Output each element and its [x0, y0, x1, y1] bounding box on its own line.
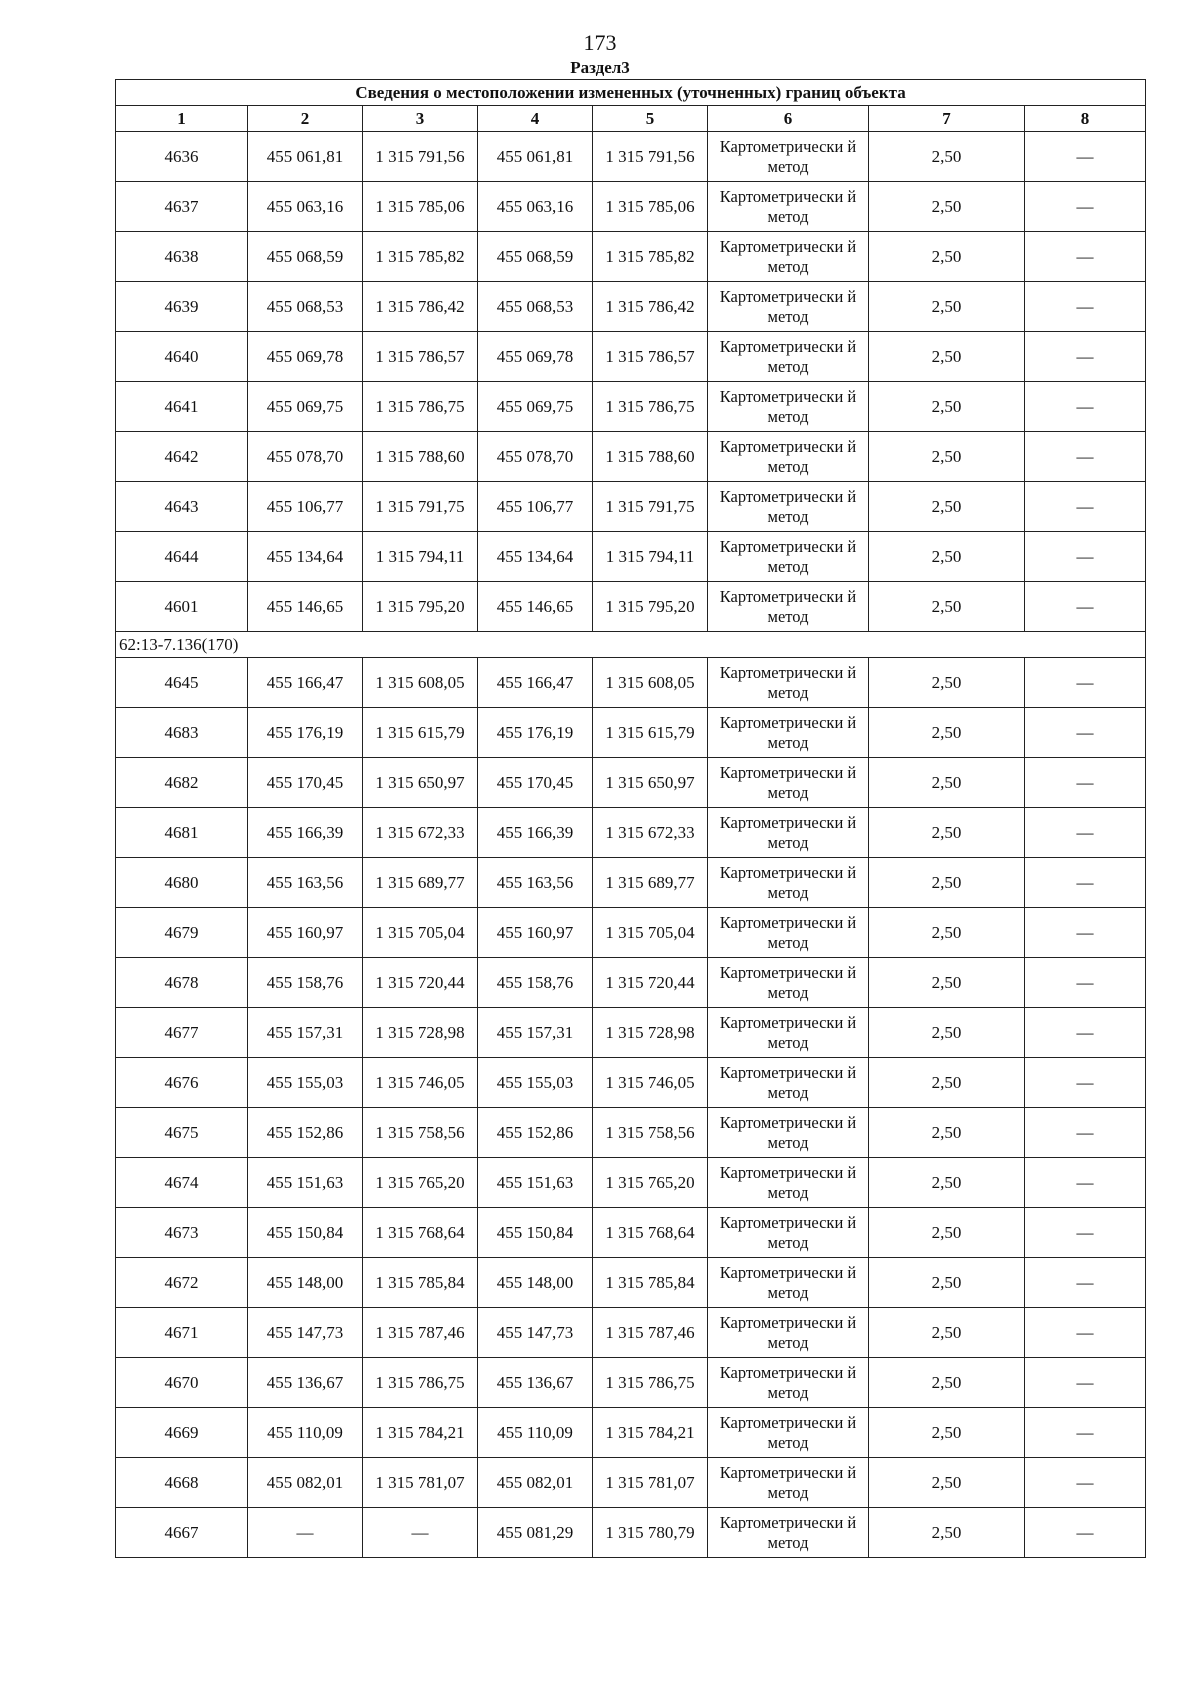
accuracy-cell: 2,50	[869, 1108, 1025, 1158]
accuracy-cell: 2,50	[869, 382, 1025, 432]
old-x-cell: 455 078,70	[248, 432, 363, 482]
old-x-cell: 455 147,73	[248, 1308, 363, 1358]
column-number: 1	[116, 106, 248, 132]
table-row	[116, 1108, 1146, 1158]
new-y-cell: 1 315 720,44	[593, 958, 708, 1008]
description-cell: —	[1025, 1408, 1146, 1458]
accuracy-cell: 2,50	[869, 1408, 1025, 1458]
new-y-cell: 1 315 768,64	[593, 1208, 708, 1258]
old-x-cell: 455 063,16	[248, 182, 363, 232]
new-x-cell: 455 063,16	[478, 182, 593, 232]
table-row	[116, 1058, 1146, 1108]
old-y-cell: 1 315 791,56	[363, 132, 478, 182]
new-x-cell: 455 170,45	[478, 758, 593, 808]
table-row	[116, 1158, 1146, 1208]
column-number: 4	[478, 106, 593, 132]
old-x-cell: —	[248, 1508, 363, 1558]
new-y-cell: 1 315 786,75	[593, 1358, 708, 1408]
method-cell: Картометрически й метод	[708, 1508, 869, 1558]
point-number-cell: 4676	[116, 1058, 248, 1108]
table-row	[116, 1008, 1146, 1058]
point-number-cell: 4681	[116, 808, 248, 858]
old-y-cell: 1 315 786,57	[363, 332, 478, 382]
point-number-cell: 4645	[116, 658, 248, 708]
description-cell: —	[1025, 1358, 1146, 1408]
accuracy-cell: 2,50	[869, 1058, 1025, 1108]
old-x-cell: 455 106,77	[248, 482, 363, 532]
table-row	[116, 332, 1146, 382]
new-y-cell: 1 315 784,21	[593, 1408, 708, 1458]
old-x-cell: 455 068,59	[248, 232, 363, 282]
new-x-cell: 455 106,77	[478, 482, 593, 532]
old-y-cell: 1 315 672,33	[363, 808, 478, 858]
table-row	[116, 708, 1146, 758]
new-y-cell: 1 315 781,07	[593, 1458, 708, 1508]
old-x-cell: 455 110,09	[248, 1408, 363, 1458]
old-x-cell: 455 166,47	[248, 658, 363, 708]
table-row	[116, 858, 1146, 908]
new-y-cell: 1 315 785,82	[593, 232, 708, 282]
accuracy-cell: 2,50	[869, 232, 1025, 282]
old-y-cell: 1 315 785,82	[363, 232, 478, 282]
new-x-cell: 455 068,53	[478, 282, 593, 332]
description-cell: —	[1025, 1108, 1146, 1158]
new-y-cell: 1 315 791,75	[593, 482, 708, 532]
table-row	[116, 1208, 1146, 1258]
description-cell: —	[1025, 1258, 1146, 1308]
new-x-cell: 455 151,63	[478, 1158, 593, 1208]
point-number-cell: 4677	[116, 1008, 248, 1058]
old-y-cell: 1 315 608,05	[363, 658, 478, 708]
table-row	[116, 482, 1146, 532]
new-y-cell: 1 315 786,42	[593, 282, 708, 332]
point-number-cell: 4636	[116, 132, 248, 182]
column-number: 8	[1025, 106, 1146, 132]
new-y-cell: 1 315 788,60	[593, 432, 708, 482]
table-row	[116, 582, 1146, 632]
method-cell: Картометрически й метод	[708, 1058, 869, 1108]
new-x-cell: 455 160,97	[478, 908, 593, 958]
new-y-cell: 1 315 785,84	[593, 1258, 708, 1308]
point-number-cell: 4643	[116, 482, 248, 532]
old-y-cell: 1 315 794,11	[363, 532, 478, 582]
accuracy-cell: 2,50	[869, 1158, 1025, 1208]
new-y-cell: 1 315 689,77	[593, 858, 708, 908]
old-y-cell: 1 315 786,75	[363, 1358, 478, 1408]
method-cell: Картометрически й метод	[708, 1108, 869, 1158]
old-x-cell: 455 151,63	[248, 1158, 363, 1208]
old-y-cell: 1 315 781,07	[363, 1458, 478, 1508]
method-cell: Картометрически й метод	[708, 1458, 869, 1508]
old-x-cell: 455 176,19	[248, 708, 363, 758]
old-y-cell: 1 315 768,64	[363, 1208, 478, 1258]
description-cell: —	[1025, 182, 1146, 232]
new-x-cell: 455 155,03	[478, 1058, 593, 1108]
point-number-cell: 4638	[116, 232, 248, 282]
old-x-cell: 455 148,00	[248, 1258, 363, 1308]
new-y-cell: 1 315 794,11	[593, 532, 708, 582]
column-number: 6	[708, 106, 869, 132]
table-row	[116, 132, 1146, 182]
table-caption: Сведения о местоположении измененных (уточненных) границ объекта	[116, 80, 1146, 106]
new-x-cell: 455 150,84	[478, 1208, 593, 1258]
method-cell: Картометрически й метод	[708, 432, 869, 482]
column-number: 3	[363, 106, 478, 132]
method-cell: Картометрически й метод	[708, 658, 869, 708]
description-cell: —	[1025, 232, 1146, 282]
table-row	[116, 908, 1146, 958]
old-x-cell: 455 061,81	[248, 132, 363, 182]
table-row	[116, 958, 1146, 1008]
new-x-cell: 455 163,56	[478, 858, 593, 908]
new-y-cell: 1 315 786,75	[593, 382, 708, 432]
old-x-cell: 455 146,65	[248, 582, 363, 632]
old-x-cell: 455 136,67	[248, 1358, 363, 1408]
old-y-cell: 1 315 784,21	[363, 1408, 478, 1458]
method-cell: Картометрически й метод	[708, 708, 869, 758]
parcel-group-label: 62:13-7.136(170)	[116, 632, 1146, 658]
description-cell: —	[1025, 858, 1146, 908]
new-x-cell: 455 147,73	[478, 1308, 593, 1358]
old-y-cell: 1 315 615,79	[363, 708, 478, 758]
method-cell: Картометрически й метод	[708, 1308, 869, 1358]
old-x-cell: 455 069,75	[248, 382, 363, 432]
method-cell: Картометрически й метод	[708, 858, 869, 908]
table-row	[116, 382, 1146, 432]
old-x-cell: 455 082,01	[248, 1458, 363, 1508]
new-x-cell: 455 082,01	[478, 1458, 593, 1508]
table-row	[116, 432, 1146, 482]
accuracy-cell: 2,50	[869, 532, 1025, 582]
parcel-group-row	[116, 632, 1146, 658]
description-cell: —	[1025, 332, 1146, 382]
method-cell: Картометрически й метод	[708, 582, 869, 632]
point-number-cell: 4641	[116, 382, 248, 432]
new-x-cell: 455 136,67	[478, 1358, 593, 1408]
old-y-cell: 1 315 787,46	[363, 1308, 478, 1358]
new-x-cell: 455 148,00	[478, 1258, 593, 1308]
table-row	[116, 1258, 1146, 1308]
method-cell: Картометрически й метод	[708, 908, 869, 958]
point-number-cell: 4671	[116, 1308, 248, 1358]
new-x-cell: 455 166,47	[478, 658, 593, 708]
point-number-cell: 4683	[116, 708, 248, 758]
accuracy-cell: 2,50	[869, 1008, 1025, 1058]
description-cell: —	[1025, 1208, 1146, 1258]
old-y-cell: 1 315 786,42	[363, 282, 478, 332]
accuracy-cell: 2,50	[869, 1458, 1025, 1508]
new-y-cell: 1 315 728,98	[593, 1008, 708, 1058]
table-body	[116, 132, 1146, 1558]
old-x-cell: 455 166,39	[248, 808, 363, 858]
new-y-cell: 1 315 672,33	[593, 808, 708, 858]
accuracy-cell: 2,50	[869, 658, 1025, 708]
old-y-cell: 1 315 689,77	[363, 858, 478, 908]
table-row	[116, 1508, 1146, 1558]
new-x-cell: 455 078,70	[478, 432, 593, 482]
old-x-cell: 455 170,45	[248, 758, 363, 808]
new-x-cell: 455 146,65	[478, 582, 593, 632]
accuracy-cell: 2,50	[869, 432, 1025, 482]
point-number-cell: 4670	[116, 1358, 248, 1408]
old-x-cell: 455 157,31	[248, 1008, 363, 1058]
description-cell: —	[1025, 908, 1146, 958]
new-y-cell: 1 315 705,04	[593, 908, 708, 958]
accuracy-cell: 2,50	[869, 182, 1025, 232]
old-x-cell: 455 069,78	[248, 332, 363, 382]
accuracy-cell: 2,50	[869, 1358, 1025, 1408]
boundary-coordinates-table	[115, 79, 1146, 1558]
method-cell: Картометрически й метод	[708, 482, 869, 532]
table-row	[116, 1358, 1146, 1408]
description-cell: —	[1025, 1008, 1146, 1058]
new-x-cell: 455 152,86	[478, 1108, 593, 1158]
accuracy-cell: 2,50	[869, 1508, 1025, 1558]
new-y-cell: 1 315 786,57	[593, 332, 708, 382]
point-number-cell: 4642	[116, 432, 248, 482]
description-cell: —	[1025, 532, 1146, 582]
new-y-cell: 1 315 785,06	[593, 182, 708, 232]
accuracy-cell: 2,50	[869, 482, 1025, 532]
description-cell: —	[1025, 1158, 1146, 1208]
new-x-cell: 455 158,76	[478, 958, 593, 1008]
old-y-cell: 1 315 788,60	[363, 432, 478, 482]
accuracy-cell: 2,50	[869, 132, 1025, 182]
old-y-cell: 1 315 791,75	[363, 482, 478, 532]
point-number-cell: 4640	[116, 332, 248, 382]
point-number-cell: 4675	[116, 1108, 248, 1158]
description-cell: —	[1025, 958, 1146, 1008]
new-y-cell: 1 315 608,05	[593, 658, 708, 708]
point-number-cell: 4680	[116, 858, 248, 908]
description-cell: —	[1025, 808, 1146, 858]
point-number-cell: 4639	[116, 282, 248, 332]
point-number-cell: 4674	[116, 1158, 248, 1208]
description-cell: —	[1025, 132, 1146, 182]
old-y-cell: 1 315 765,20	[363, 1158, 478, 1208]
new-y-cell: 1 315 615,79	[593, 708, 708, 758]
old-x-cell: 455 163,56	[248, 858, 363, 908]
old-x-cell: 455 068,53	[248, 282, 363, 332]
accuracy-cell: 2,50	[869, 758, 1025, 808]
description-cell: —	[1025, 382, 1146, 432]
section-title: Раздел3	[570, 58, 630, 77]
point-number-cell: 4672	[116, 1258, 248, 1308]
table-row	[116, 282, 1146, 332]
point-number-cell: 4679	[116, 908, 248, 958]
old-y-cell: 1 315 746,05	[363, 1058, 478, 1108]
description-cell: —	[1025, 582, 1146, 632]
new-x-cell: 455 068,59	[478, 232, 593, 282]
old-y-cell: 1 315 786,75	[363, 382, 478, 432]
old-y-cell: 1 315 785,84	[363, 1258, 478, 1308]
new-x-cell: 455 110,09	[478, 1408, 593, 1458]
point-number-cell: 4682	[116, 758, 248, 808]
point-number-cell: 4678	[116, 958, 248, 1008]
accuracy-cell: 2,50	[869, 1208, 1025, 1258]
new-x-cell: 455 176,19	[478, 708, 593, 758]
table-row	[116, 758, 1146, 808]
accuracy-cell: 2,50	[869, 1258, 1025, 1308]
new-y-cell: 1 315 650,97	[593, 758, 708, 808]
table-row	[116, 182, 1146, 232]
point-number-cell: 4667	[116, 1508, 248, 1558]
table-row	[116, 808, 1146, 858]
accuracy-cell: 2,50	[869, 808, 1025, 858]
new-y-cell: 1 315 746,05	[593, 1058, 708, 1108]
accuracy-cell: 2,50	[869, 1308, 1025, 1358]
new-y-cell: 1 315 758,56	[593, 1108, 708, 1158]
old-x-cell: 455 155,03	[248, 1058, 363, 1108]
old-x-cell: 455 152,86	[248, 1108, 363, 1158]
accuracy-cell: 2,50	[869, 708, 1025, 758]
column-number: 5	[593, 106, 708, 132]
column-number-row	[116, 106, 1146, 132]
description-cell: —	[1025, 1458, 1146, 1508]
new-y-cell: 1 315 780,79	[593, 1508, 708, 1558]
new-x-cell: 455 061,81	[478, 132, 593, 182]
method-cell: Картометрически й метод	[708, 282, 869, 332]
old-y-cell: —	[363, 1508, 478, 1558]
accuracy-cell: 2,50	[869, 332, 1025, 382]
new-y-cell: 1 315 795,20	[593, 582, 708, 632]
new-x-cell: 455 069,75	[478, 382, 593, 432]
new-x-cell: 455 069,78	[478, 332, 593, 382]
method-cell: Картометрически й метод	[708, 1258, 869, 1308]
old-y-cell: 1 315 650,97	[363, 758, 478, 808]
method-cell: Картометрически й метод	[708, 1408, 869, 1458]
method-cell: Картометрически й метод	[708, 958, 869, 1008]
table-row	[116, 1408, 1146, 1458]
method-cell: Картометрически й метод	[708, 808, 869, 858]
table-row	[116, 232, 1146, 282]
new-y-cell: 1 315 791,56	[593, 132, 708, 182]
description-cell: —	[1025, 708, 1146, 758]
point-number-cell: 4668	[116, 1458, 248, 1508]
point-number-cell: 4673	[116, 1208, 248, 1258]
old-y-cell: 1 315 795,20	[363, 582, 478, 632]
method-cell: Картометрически й метод	[708, 758, 869, 808]
accuracy-cell: 2,50	[869, 908, 1025, 958]
description-cell: —	[1025, 1308, 1146, 1358]
old-x-cell: 455 150,84	[248, 1208, 363, 1258]
point-number-cell: 4644	[116, 532, 248, 582]
table-row	[116, 532, 1146, 582]
old-x-cell: 455 158,76	[248, 958, 363, 1008]
new-x-cell: 455 134,64	[478, 532, 593, 582]
old-y-cell: 1 315 785,06	[363, 182, 478, 232]
method-cell: Картометрически й метод	[708, 232, 869, 282]
old-y-cell: 1 315 728,98	[363, 1008, 478, 1058]
old-y-cell: 1 315 720,44	[363, 958, 478, 1008]
description-cell: —	[1025, 658, 1146, 708]
table-row	[116, 1458, 1146, 1508]
new-x-cell: 455 157,31	[478, 1008, 593, 1058]
point-number-cell: 4637	[116, 182, 248, 232]
description-cell: —	[1025, 432, 1146, 482]
point-number-cell: 4601	[116, 582, 248, 632]
method-cell: Картометрически й метод	[708, 1208, 869, 1258]
method-cell: Картометрически й метод	[708, 182, 869, 232]
method-cell: Картометрически й метод	[708, 332, 869, 382]
new-x-cell: 455 081,29	[478, 1508, 593, 1558]
old-y-cell: 1 315 705,04	[363, 908, 478, 958]
new-y-cell: 1 315 765,20	[593, 1158, 708, 1208]
accuracy-cell: 2,50	[869, 282, 1025, 332]
table-row	[116, 658, 1146, 708]
column-number: 7	[869, 106, 1025, 132]
accuracy-cell: 2,50	[869, 582, 1025, 632]
accuracy-cell: 2,50	[869, 858, 1025, 908]
method-cell: Картометрически й метод	[708, 1358, 869, 1408]
method-cell: Картометрически й метод	[708, 532, 869, 582]
description-cell: —	[1025, 758, 1146, 808]
new-x-cell: 455 166,39	[478, 808, 593, 858]
table-row	[116, 1308, 1146, 1358]
description-cell: —	[1025, 482, 1146, 532]
new-y-cell: 1 315 787,46	[593, 1308, 708, 1358]
page-number: 173	[583, 30, 617, 55]
column-number: 2	[248, 106, 363, 132]
old-x-cell: 455 134,64	[248, 532, 363, 582]
old-x-cell: 455 160,97	[248, 908, 363, 958]
method-cell: Картометрически й метод	[708, 1008, 869, 1058]
accuracy-cell: 2,50	[869, 958, 1025, 1008]
method-cell: Картометрически й метод	[708, 132, 869, 182]
description-cell: —	[1025, 1058, 1146, 1108]
method-cell: Картометрически й метод	[708, 1158, 869, 1208]
description-cell: —	[1025, 282, 1146, 332]
point-number-cell: 4669	[116, 1408, 248, 1458]
method-cell: Картометрически й метод	[708, 382, 869, 432]
description-cell: —	[1025, 1508, 1146, 1558]
old-y-cell: 1 315 758,56	[363, 1108, 478, 1158]
